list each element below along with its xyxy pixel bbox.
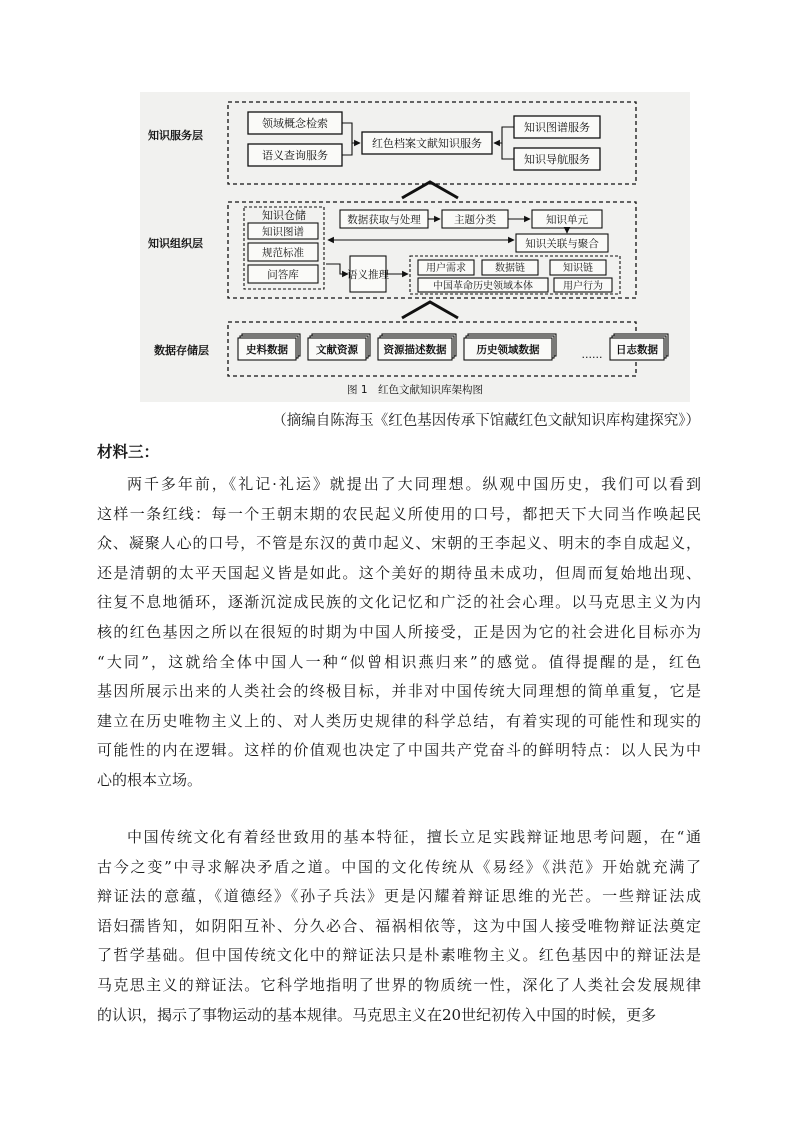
storage-item-label: 史料数据 — [246, 344, 288, 356]
label-norm-standard: 规范标准 — [262, 247, 304, 259]
text-line: 可能性的内在逻辑。这样的价值观也决定了中国共产党奋斗的鲜明特点：以人民为中 — [97, 741, 701, 760]
label-knowledge-association: 知识关联与聚合 — [525, 238, 599, 250]
storage-item — [378, 334, 456, 360]
layer-label-service: 知识服务层 — [148, 129, 203, 142]
figure-caption: 图 1 红色文献知识库架构图 — [346, 384, 484, 396]
paragraph-1 — [97, 470, 701, 796]
text-line: 这样一条红线：每一个王朝末期的农民起义所使用的口号，都把天下大同当作唤起民 — [97, 504, 701, 523]
label-knowledge-graph-service: 知识图谱服务 — [524, 121, 590, 134]
label-knowledge-graph: 知识图谱 — [262, 226, 304, 238]
storage-item-label: 文献资源 — [316, 344, 358, 356]
label-ontology: 中国革命历史领域本体 — [433, 281, 533, 292]
text-line: 核的红色基因之所以在很短的时期为中国人所接受，正是因为它的社会进化目标亦为 — [97, 622, 701, 641]
storage-ellipsis: ...... — [581, 348, 603, 361]
label-knowledge-warehouse: 知识仓储 — [262, 209, 306, 222]
label-topic-classification: 主题分类 — [454, 214, 496, 226]
layer-label-storage: 数据存储层 — [154, 344, 209, 357]
text-line: 众、凝聚人心的口号，不管是东汉的黄巾起义、宋朝的王李起义、明末的李自成起义， — [97, 534, 701, 553]
text-line: 往复不息地循环，逐渐沉淀成民族的文化记忆和广泛的社会心理。以马克思主义为内 — [97, 593, 701, 612]
source-citation: （摘编自陈海玉《红色基因传承下馆藏红色文献知识库构建探究》） — [272, 413, 700, 429]
paragraph-2 — [97, 823, 701, 1030]
label-semantic-reasoning: 语义推理 — [347, 269, 389, 281]
label-semantic-query-service: 语义查询服务 — [262, 149, 328, 162]
label-knowledge-navigation-service: 知识导航服务 — [524, 153, 590, 166]
label-data-chain: 数据链 — [495, 263, 525, 274]
storage-item — [464, 334, 556, 360]
architecture-diagram — [140, 92, 690, 402]
text-line: 了哲学基础。但中国传统文化中的辩证法只是朴素唯物主义。红色基因中的辩证法是 — [97, 946, 701, 965]
storage-items — [238, 334, 668, 360]
text-line: 马克思主义的辩证法。它科学地指明了世界的物质统一性，深化了人类社会发展规律 — [97, 975, 701, 994]
storage-item — [610, 334, 668, 360]
text-line: 建立在历史唯物主义上的、对人类历史规律的科学总结，有着实现的可能性和现实的 — [97, 711, 701, 730]
text-line: “大同”，这就给全体中国人一种“似曾相识燕归来”的感觉。值得提醒的是，红色 — [97, 652, 701, 671]
text-line: 古今之变”中寻求解决矛盾之道。中国的文化传统从《易经》《洪范》开始就充满了 — [97, 857, 701, 876]
label-qa-library: 问答库 — [267, 269, 299, 281]
text-line: 还是清朝的太平天国起义皆是如此。这个美好的期待虽未成功，但周而复始地出现、 — [97, 563, 701, 582]
label-red-archive-service: 红色档案文献知识服务 — [372, 137, 482, 150]
text-line: 两千多年前，《礼记·礼运》就提出了大同理想。纵观中国历史，我们可以看到 — [127, 475, 701, 493]
label-domain-concept-search: 领域概念检索 — [262, 117, 328, 130]
text-line: 语妇孺皆知，如阴阳互补、分久必合、福祸相依等，这为中国人接受唯物辩证法奠定 — [97, 916, 701, 935]
text-line: 的认识，揭示了事物运动的基本规律。马克思主义在20世纪初传入中国的时候，更多 — [97, 1005, 657, 1024]
label-knowledge-chain: 知识链 — [563, 263, 593, 274]
layer-label-organization: 知识组织层 — [148, 237, 203, 250]
storage-item-label: 资源描述数据 — [383, 344, 447, 356]
storage-item — [308, 334, 370, 360]
text-line: 心的根本立场。 — [97, 770, 203, 789]
section-title: 材料三： — [97, 443, 160, 461]
text-line: 辩证法的意蕴，《道德经》《孙子兵法》更是闪耀着辩证思维的光芒。一些辩证法成 — [97, 887, 701, 906]
label-data-acquisition: 数据获取与处理 — [347, 214, 421, 226]
text-line: 中国传统文化有着经世致用的基本特征，擅长立足实践辩证地思考问题，在“通 — [127, 828, 701, 846]
label-knowledge-unit: 知识单元 — [546, 214, 588, 226]
text-line: 基因所展示出来的人类社会的终极目标，并非对中国传统大同理想的简单重复，它是 — [97, 682, 701, 701]
architecture-figure — [140, 92, 690, 402]
label-user-behavior: 用户行为 — [563, 281, 603, 292]
storage-item-label: 历史领域数据 — [476, 344, 540, 356]
storage-item-label: 日志数据 — [616, 344, 658, 356]
storage-item — [238, 334, 300, 360]
label-user-needs: 用户需求 — [426, 263, 466, 274]
